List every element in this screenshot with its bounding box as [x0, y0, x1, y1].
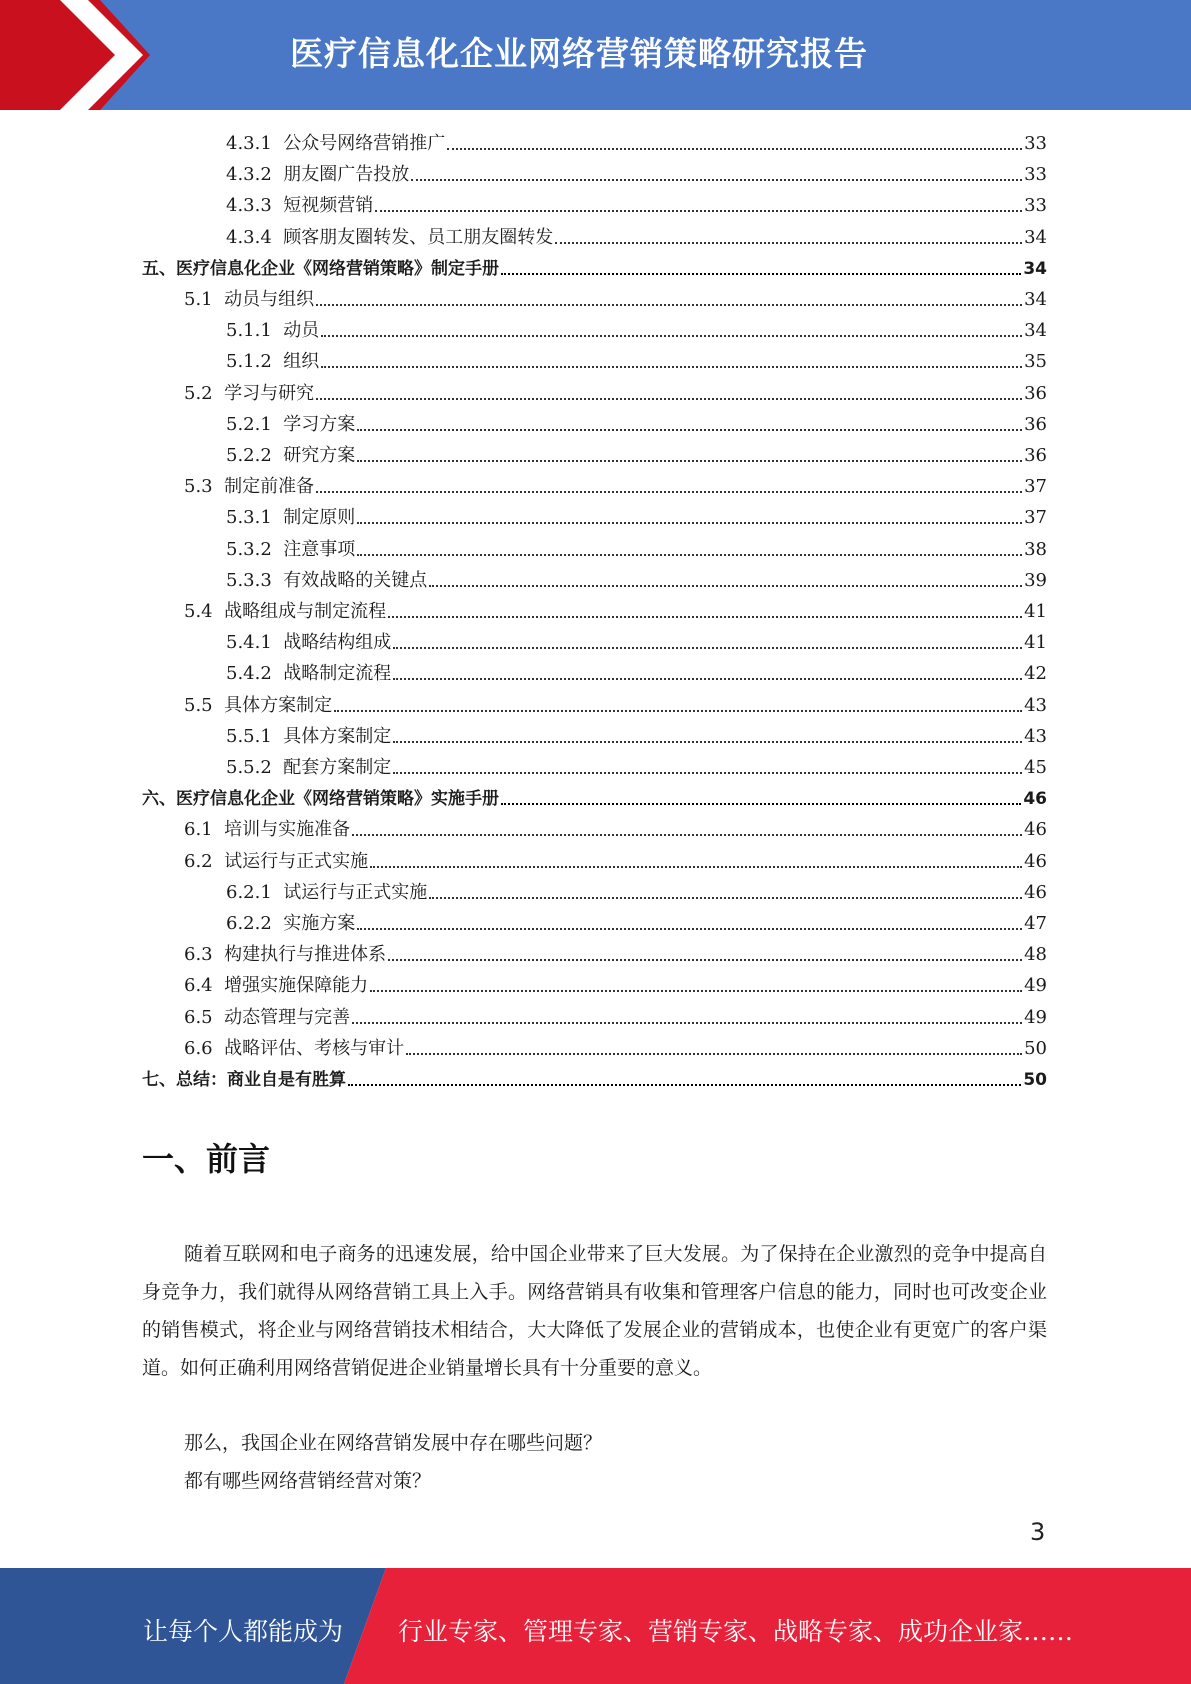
toc-entry-number: 5.3 — [184, 476, 213, 498]
toc-dot-leader — [370, 866, 1022, 868]
toc-dot-leader — [429, 585, 1022, 587]
toc-entry-label: 构建执行与推进体系 — [224, 944, 387, 966]
toc-entry-page: 45 — [1024, 757, 1047, 778]
toc-entry-page: 43 — [1024, 725, 1047, 747]
toc-entry-page: 36 — [1024, 445, 1047, 466]
toc-entry-label: 培训与实施准备 — [224, 819, 351, 841]
toc-entry-page: 49 — [1024, 975, 1047, 997]
toc-entry-number: 5.5 — [184, 694, 213, 716]
toc-entry-page: 38 — [1024, 538, 1047, 560]
toc-entry-number: 6.2 — [184, 850, 213, 872]
toc-entry-page: 47 — [1024, 913, 1047, 934]
toc-entry-number: 5.2.1 — [226, 413, 272, 435]
toc-dot-leader — [388, 616, 1022, 618]
toc-entry-page: 41 — [1024, 601, 1047, 622]
toc-entry-page: 36 — [1024, 382, 1047, 404]
toc-dot-leader — [429, 897, 1022, 899]
toc-entry-label: 制定原则 — [283, 507, 356, 529]
toc-entry-number: 5.3.3 — [226, 569, 272, 591]
toc-entry[interactable] — [184, 814, 1047, 842]
toc-entry-label: 增强实施保障能力 — [224, 975, 369, 997]
toc-entry-number: 5.4 — [184, 601, 213, 622]
toc-entry-number: 4.3.2 — [226, 164, 272, 186]
question-line: 都有哪些网络营销经营对策？ — [184, 1470, 432, 1492]
toc-dot-leader — [406, 1053, 1022, 1055]
toc-entry-page: 35 — [1024, 351, 1047, 373]
toc-entry-label: 注意事项 — [283, 538, 356, 560]
toc-entry-page: 34 — [1024, 226, 1047, 248]
toc-entry[interactable] — [226, 908, 1047, 936]
page-footer — [0, 1568, 1191, 1684]
toc-entry[interactable] — [226, 877, 1047, 905]
toc-entry[interactable] — [184, 939, 1047, 967]
toc-entry-page: 37 — [1024, 476, 1047, 498]
toc-entry-label: 朋友圈广告投放 — [283, 164, 410, 186]
toc-dot-leader — [501, 803, 1021, 805]
toc-entry-label: 战略制定流程 — [283, 663, 392, 685]
toc-entry[interactable] — [142, 253, 1047, 281]
toc-dot-leader — [370, 990, 1022, 992]
toc-entry-page: 37 — [1024, 507, 1047, 529]
toc-entry-number: 七、 — [142, 1070, 176, 1090]
toc-entry-page: 41 — [1024, 632, 1047, 654]
toc-entry-number: 5.4.1 — [226, 632, 272, 654]
toc-dot-leader — [334, 710, 1022, 712]
toc-dot-leader — [357, 429, 1022, 431]
toc-entry-page: 36 — [1024, 413, 1047, 435]
toc-entry-number: 6.3 — [184, 944, 213, 966]
toc-entry-page: 33 — [1024, 164, 1047, 186]
toc-entry[interactable] — [226, 409, 1047, 437]
toc-entry-label: 战略组成与制定流程 — [224, 601, 387, 622]
toc-dot-leader — [316, 398, 1022, 400]
footer-slogan-right: 行业专家、管理专家、营销专家、战略专家、成功企业家…… — [398, 1617, 1074, 1646]
toc-entry-label: 总结：商业自是有胜算 — [176, 1070, 346, 1090]
toc-dot-leader — [501, 273, 1021, 275]
toc-entry-page: 46 — [1024, 881, 1047, 903]
toc-entry-page: 42 — [1024, 663, 1047, 685]
toc-entry-page: 34 — [1023, 258, 1047, 279]
page-header — [0, 0, 1191, 110]
toc-entry[interactable] — [184, 471, 1047, 499]
toc-entry-number: 五、 — [142, 258, 176, 279]
toc-entry-page: 46 — [1024, 850, 1047, 872]
toc-entry-page: 50 — [1024, 1037, 1047, 1059]
toc-entry-number: 4.3.4 — [226, 226, 272, 248]
toc-entry-label: 学习方案 — [283, 413, 356, 435]
toc-dot-leader — [357, 522, 1022, 524]
toc-entry[interactable] — [226, 222, 1047, 250]
toc-entry-page: 33 — [1024, 195, 1047, 217]
toc-dot-leader — [352, 1022, 1022, 1024]
toc-entry-label: 实施方案 — [283, 913, 356, 934]
toc-entry-number: 六、 — [142, 789, 176, 810]
toc-entry-number: 5.3.2 — [226, 538, 272, 560]
toc-entry-page: 50 — [1023, 1070, 1047, 1090]
question-line: 那么，我国企业在网络营销发展中存在哪些问题？ — [184, 1432, 603, 1454]
toc-entry-label: 医疗信息化企业《网络营销策略》实施手册 — [176, 789, 499, 810]
toc-dot-leader — [348, 1084, 1021, 1086]
toc-entry-label: 有效战略的关键点 — [283, 569, 428, 591]
toc-entry[interactable] — [142, 1064, 1047, 1092]
toc-entry-label: 战略结构组成 — [283, 632, 392, 654]
toc-entry[interactable] — [226, 721, 1047, 749]
toc-dot-leader — [321, 335, 1022, 337]
toc-entry-number: 6.5 — [184, 1006, 213, 1028]
toc-entry-number: 6.6 — [184, 1037, 213, 1059]
toc-entry[interactable] — [226, 159, 1047, 187]
toc-entry[interactable] — [226, 627, 1047, 655]
toc-entry[interactable] — [226, 128, 1047, 156]
toc-entry-number: 5.3.1 — [226, 507, 272, 529]
toc-entry[interactable] — [226, 190, 1047, 218]
toc-dot-leader — [321, 366, 1022, 368]
toc-entry[interactable] — [184, 378, 1047, 406]
toc-dot-leader — [393, 741, 1022, 743]
toc-entry[interactable] — [184, 1002, 1047, 1030]
toc-entry-label: 动态管理与完善 — [224, 1006, 351, 1028]
toc-entry[interactable] — [226, 440, 1047, 468]
toc-entry-number: 4.3.1 — [226, 133, 272, 154]
toc-dot-leader — [316, 304, 1022, 306]
page-number: 3 — [1030, 1518, 1046, 1546]
toc-entry[interactable] — [184, 690, 1047, 718]
toc-entry-page: 43 — [1024, 694, 1047, 716]
toc-entry-number: 5.2 — [184, 382, 213, 404]
toc-entry-number: 6.2.1 — [226, 881, 272, 903]
toc-entry-label: 动员与组织 — [224, 289, 315, 310]
toc-entry-label: 具体方案制定 — [224, 694, 333, 716]
toc-dot-leader — [357, 928, 1022, 930]
toc-entry[interactable] — [226, 315, 1047, 343]
toc-entry-page: 46 — [1024, 819, 1047, 841]
toc-entry[interactable] — [226, 658, 1047, 686]
toc-entry-number: 6.1 — [184, 819, 213, 841]
toc-entry-label: 具体方案制定 — [283, 725, 392, 747]
toc-entry-number: 5.4.2 — [226, 663, 272, 685]
toc-entry-page: 46 — [1023, 789, 1047, 810]
toc-entry[interactable] — [226, 752, 1047, 780]
toc-dot-leader — [388, 959, 1022, 961]
toc-entry-label: 医疗信息化企业《网络营销策略》制定手册 — [176, 258, 499, 279]
toc-entry-number: 6.4 — [184, 975, 213, 997]
document-title: 医疗信息化企业网络营销策略研究报告 — [290, 34, 868, 73]
toc-entry-number: 5.5.1 — [226, 725, 272, 747]
toc-entry[interactable] — [226, 565, 1047, 593]
toc-entry-number: 5.1 — [184, 289, 213, 310]
toc-entry-label: 组织 — [283, 351, 320, 373]
toc-entry[interactable] — [184, 970, 1047, 998]
toc-dot-leader — [375, 210, 1022, 212]
footer-slogan-left: 让每个人都能成为 — [143, 1617, 344, 1646]
toc-entry-number: 5.5.2 — [226, 757, 272, 778]
toc-entry[interactable] — [184, 1033, 1047, 1061]
toc-entry[interactable] — [184, 846, 1047, 874]
toc-dot-leader — [357, 460, 1022, 462]
toc-entry-label: 研究方案 — [283, 445, 356, 466]
toc-entry[interactable] — [226, 346, 1047, 374]
section-heading: 一、前言 — [142, 1140, 271, 1178]
toc-entry[interactable] — [142, 783, 1047, 811]
toc-entry-label: 公众号网络营销推广 — [283, 133, 446, 154]
toc-entry-label: 试运行与正式实施 — [283, 881, 428, 903]
toc-entry-page: 34 — [1024, 289, 1047, 310]
toc-entry-number: 6.2.2 — [226, 913, 272, 934]
toc-dot-leader — [393, 647, 1022, 649]
toc-entry-page: 49 — [1024, 1006, 1047, 1028]
toc-entry-number: 5.2.2 — [226, 445, 272, 466]
toc-entry-number: 5.1.1 — [226, 320, 272, 342]
toc-entry[interactable] — [226, 534, 1047, 562]
toc-entry-label: 短视频营销 — [283, 195, 374, 217]
toc-entry-label: 试运行与正式实施 — [224, 850, 369, 872]
toc-dot-leader — [393, 678, 1022, 680]
toc-entry-page: 34 — [1024, 320, 1047, 342]
toc-dot-leader — [316, 491, 1022, 493]
toc-entry[interactable] — [184, 284, 1047, 312]
toc-entry-label: 配套方案制定 — [283, 757, 392, 778]
toc-entry-label: 制定前准备 — [224, 476, 315, 498]
toc-entry-number: 5.1.2 — [226, 351, 272, 373]
toc-dot-leader — [555, 242, 1022, 244]
toc-entry[interactable] — [226, 502, 1047, 530]
toc-entry-page: 33 — [1024, 133, 1047, 154]
toc-dot-leader — [411, 179, 1022, 181]
toc-entry-number: 4.3.3 — [226, 195, 272, 217]
toc-entry-label: 顾客朋友圈转发、员工朋友圈转发 — [283, 226, 554, 248]
toc-entry[interactable] — [184, 596, 1047, 624]
toc-entry-page: 48 — [1024, 944, 1047, 966]
toc-dot-leader — [357, 554, 1022, 556]
toc-dot-leader — [352, 834, 1022, 836]
toc-entry-label: 动员 — [283, 320, 320, 342]
toc-entry-label: 学习与研究 — [224, 382, 315, 404]
toc-dot-leader — [393, 772, 1022, 774]
intro-paragraph: 随着互联网和电子商务的迅速发展，给中国企业带来了巨大发展。为了保持在企业激烈的竞争中提高自身竞争力，我们就得从网络营销工具上入手。网络营销具有收集和管理客户信息的能力，同时也可改变企业的销售模式，将企业与网络营销技术相结合，大大降低了发展企业的营销成本，也使企业有更宽广的客户渠道。如何正确利用网络营销促进企业销量增长具有十分重要的意义。 — [142, 1243, 1047, 1379]
toc-dot-leader — [447, 148, 1022, 150]
toc-entry-label: 战略评估、考核与审计 — [224, 1037, 405, 1059]
toc-entry-page: 39 — [1024, 569, 1047, 591]
